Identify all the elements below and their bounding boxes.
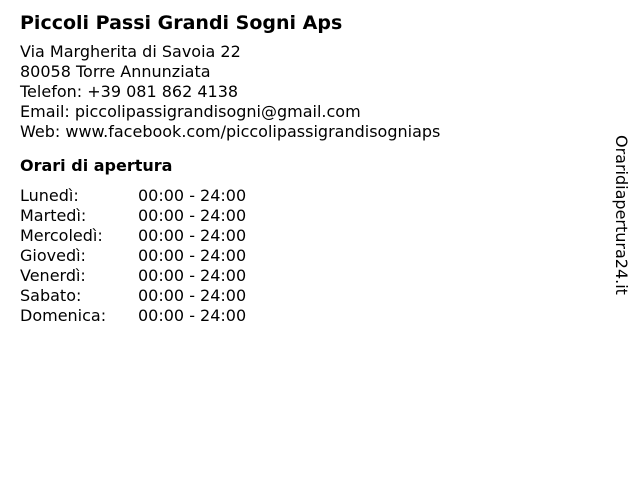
time-range: 00:00 - 24:00: [138, 306, 247, 325]
time-range: 00:00 - 24:00: [138, 186, 247, 205]
day-label: Lunedì:: [20, 186, 79, 205]
address-line-2: 80058 Torre Annunziata: [20, 62, 211, 81]
day-label: Giovedì:: [20, 246, 86, 265]
day-label: Martedì:: [20, 206, 87, 225]
hours-row-thursday: [20, 246, 580, 266]
website-line: Web: www.facebook.com/piccolipassigrandisogniaps: [20, 122, 441, 141]
business-card: [20, 10, 580, 326]
hours-row-sunday: [20, 306, 580, 326]
time-range: 00:00 - 24:00: [138, 286, 247, 305]
day-label: Sabato:: [20, 286, 82, 305]
hours-row-tuesday: [20, 206, 580, 226]
day-label: Venerdì:: [20, 266, 86, 285]
day-label: Domenica:: [20, 306, 107, 325]
hours-row-saturday: [20, 286, 580, 306]
site-brand-vertical: [611, 135, 635, 315]
hours-row-wednesday: [20, 226, 580, 246]
business-name: Piccoli Passi Grandi Sogni Aps: [20, 12, 343, 34]
site-brand-text: Oraridiapertura24.it: [612, 135, 631, 295]
opening-hours-title: Orari di apertura: [20, 156, 173, 175]
time-range: 00:00 - 24:00: [138, 226, 247, 245]
opening-hours-list: [20, 186, 580, 326]
time-range: 00:00 - 24:00: [138, 266, 247, 285]
time-range: 00:00 - 24:00: [138, 206, 247, 225]
time-range: 00:00 - 24:00: [138, 246, 247, 265]
hours-row-monday: [20, 186, 580, 206]
email-line: Email: piccolipassigrandisogni@gmail.com: [20, 102, 361, 121]
day-label: Mercoledì:: [20, 226, 103, 245]
address-line-1: Via Margherita di Savoia 22: [20, 42, 241, 61]
phone-line: Telefon: +39 081 862 4138: [20, 82, 239, 101]
hours-row-friday: [20, 266, 580, 286]
